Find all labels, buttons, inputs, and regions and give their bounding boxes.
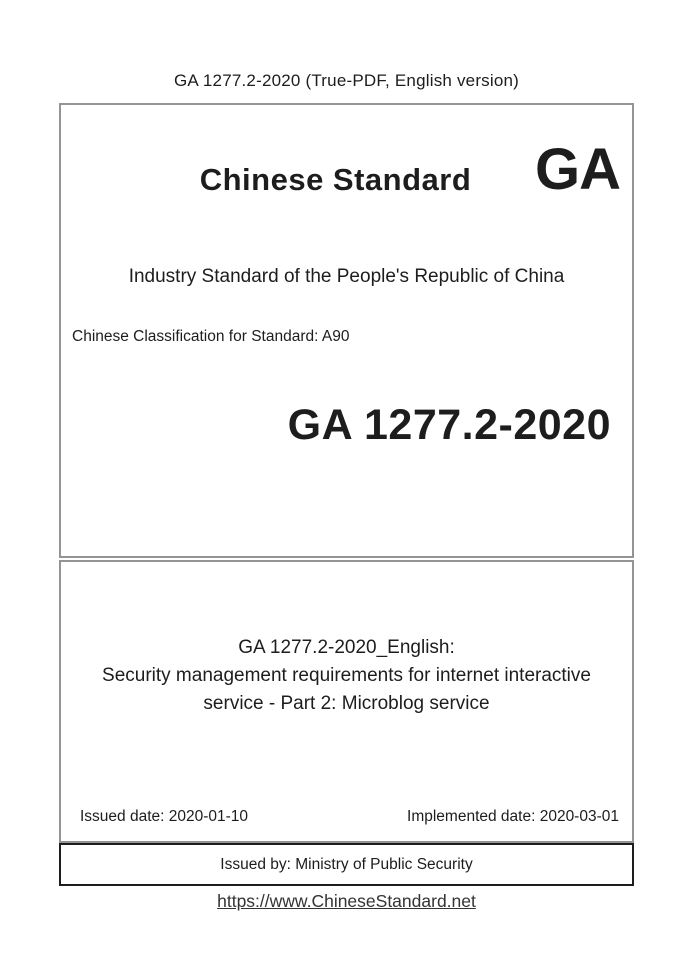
issued-date: Issued date: 2020-01-10 — [80, 808, 249, 825]
document-header-title: GA 1277.2-2020 (True-PDF, English version) — [173, 71, 520, 90]
brand-title: Chinese Standard — [199, 162, 472, 197]
standard-title-line-2: Security management requirements for internet interactive — [102, 665, 591, 686]
chinesestandard-link[interactable]: https://www.ChineseStandard.net — [217, 891, 476, 911]
ga-logo-text: GA — [535, 137, 620, 202]
standard-title-line-1: GA 1277.2-2020_English: — [238, 637, 455, 658]
standard-title-line-3: service - Part 2: Microblog service — [203, 693, 490, 714]
standard-code: GA 1277.2-2020 — [287, 401, 611, 449]
classification-line: Chinese Classification for Standard: A90 — [72, 328, 350, 345]
dates-row — [80, 808, 619, 826]
document-footer — [0, 891, 693, 912]
implemented-date: Implemented date: 2020-03-01 — [407, 808, 619, 825]
standard-title — [61, 634, 632, 718]
standard-type-line: Industry Standard of the People's Republic of China — [128, 266, 565, 287]
issuer-box — [59, 843, 634, 886]
cover-box — [59, 103, 634, 558]
issuer-text: Issued by: Ministry of Public Security — [220, 855, 473, 873]
title-box — [59, 560, 634, 843]
